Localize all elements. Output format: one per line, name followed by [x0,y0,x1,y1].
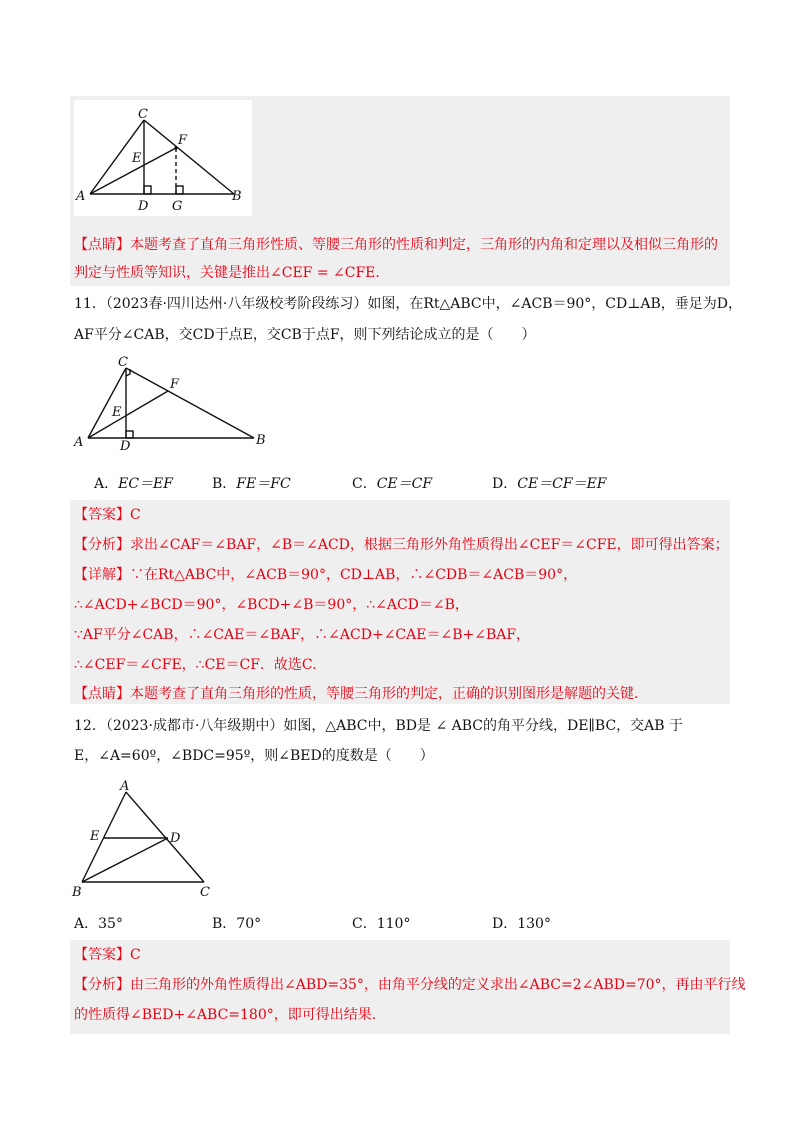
q12-option-a: A．35° [74,916,123,932]
q10-comment-text1: 本题考查了直角三角形性质、等腰三角形的性质和判定，三角形的内角和定理以及相似三角形的 [130,237,718,253]
q12-label-d: D [170,831,181,846]
q12-option-d: D．130° [492,916,551,932]
q12-analysis-text1: 由三角形的外角性质得出∠ABD=35°，由角平分线的定义求出∠ABC=2∠ABD=70°，再由平行线 [130,977,746,993]
q11-stem-line2: AF平分∠CAB，交CD于点E，交CB于点F，则下列结论成立的是（ ） [74,327,536,343]
q11-stem-line1: 11．（2023春·四川达州·八年级校考阶段练习）如图，在Rt△ABC中，∠ACB＝90°，CD⊥AB，垂足为D， [74,296,743,312]
q10-comment-line1 [74,235,718,255]
q11-detail-line1 [74,565,577,585]
q12-label-e: E [90,829,100,844]
q11-detail-text1: ∵在Rt△ABC中，∠ACB＝90°，CD⊥AB，∴∠CDB＝∠ACB＝90°， [130,567,578,583]
q11-answer-tag: 【答案】 [74,507,130,523]
q11-option-b: B．FE＝FC [212,476,291,492]
q10-label-g: G [172,199,183,214]
q12-figure [70,778,220,902]
q11-analysis-tag: 【分析】 [74,537,130,553]
q12-analysis-line1 [74,975,746,995]
q10-label-a: A [76,189,86,204]
q11-comment: 本题考查了直角三角形的性质，等腰三角形的判定，正确的识别图形是解题的关键. [130,686,639,702]
q11-label-a: A [74,435,84,450]
q12-stem-line2: E，∠A=60º，∠BDC=95º，则∠BED的度数是（ ） [74,748,434,764]
q10-label-c: C [138,107,148,122]
q11-label-e: E [112,405,122,420]
q11-answer-line [74,505,141,525]
q10-comment-line2 [74,263,380,283]
q11-comment-tag: 【点睛】 [74,686,130,702]
q11-label-d: D [120,439,131,450]
q11-detail-line3: ∵AF平分∠CAB，∴∠CAE＝∠BAF，∴∠ACD+∠CAE＝∠B+∠BAF， [74,627,531,643]
q10-label-e: E [132,151,142,166]
q11-detail-line2: ∴∠ACD+∠BCD＝90°，∠BCD+∠B＝90°，∴∠ACD＝∠B， [74,597,469,613]
q11-option-d: D．CE＝CF＝EF [492,476,607,492]
q11-label-c: C [118,355,128,370]
q10-comment-text2: 判定与性质等知识，关键是推出∠CEF = ∠CFE. [74,265,380,281]
q12-answer-tag: 【答案】 [74,947,130,963]
q11-answer: C [130,507,141,523]
q11-detail-line4: ∴∠CEF＝∠CFE，∴CE＝CF．故选C. [74,657,317,673]
q12-label-c: C [200,885,210,900]
q11-option-a: A．EC＝EF [94,476,173,492]
q11-figure [72,354,272,450]
q11-label-b: B [256,433,266,448]
q12-answer: C [130,947,141,963]
q11-option-c: C．CE＝CF [352,476,433,492]
q10-comment-tag: 【点睛】 [74,237,130,253]
q10-label-d: D [138,199,149,214]
q11-analysis: 求出∠CAF＝∠BAF，∠B＝∠ACD，根据三角形外角性质得出∠CEF＝∠CFE，即可得出答案； [130,537,729,553]
q12-analysis-tag: 【分析】 [74,977,130,993]
q12-label-b: B [72,885,82,900]
q10-label-f: F [178,133,188,148]
q12-analysis-line2: 的性质得∠BED+∠ABC=180°，即可得出结果. [74,1007,377,1023]
q12-option-b: B．70° [212,916,262,932]
q11-detail-tag: 【详解】 [74,567,130,583]
q12-stem-line1: 12．（2023·成都市·八年级期中）如图，△ABC中，BD是 ∠ ABC的角平分线，DE∥BC，交AB 于 [74,718,684,734]
q12-label-a: A [120,779,130,794]
q11-comment-line [74,684,638,704]
q12-option-c: C．110° [352,916,411,932]
q10-figure [74,100,252,216]
q12-answer-line [74,945,141,965]
q10-label-b: B [232,189,242,204]
q11-label-f: F [170,377,180,392]
q11-analysis-line [74,535,729,555]
